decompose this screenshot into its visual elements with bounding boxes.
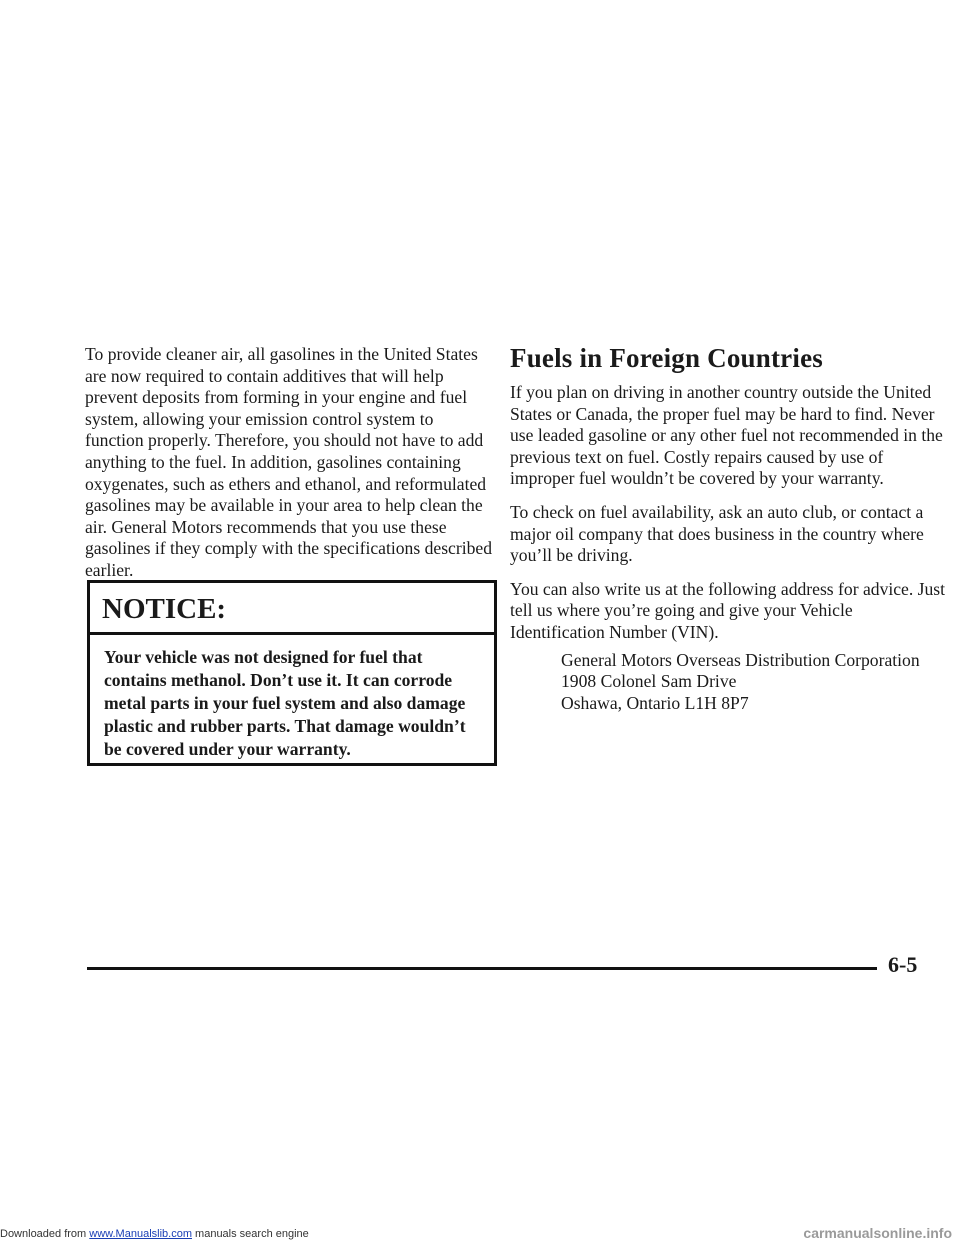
address-line-city: Oshawa, Ontario L1H 8P7 xyxy=(561,692,749,713)
gasoline-additives-paragraph: To provide cleaner air, all gasolines in the United States are now required to contain additives that will help prevent deposits from forming in your engine and fuel system, allowing your emission control system to function properly. Therefore, you should not have to add anything to the fuel. In addition, gasolines containing oxygenates, such as ethers and ethanol, and reformulated gasolines may be available in your area to help clean the air. General Motors recommends that you use these gasolines if they comply with the specifications described earlier. xyxy=(85,344,492,580)
notice-header xyxy=(90,583,494,635)
right-column xyxy=(510,340,950,714)
notice-body: Your vehicle was not designed for fuel that contains methanol. Don’t use it. It can corrode metal parts in your fuel system and also damage plastic and rubber parts. That damage wouldn’t be covered under your warranty. xyxy=(104,647,466,759)
footer-rule xyxy=(87,967,877,970)
page-number: 6-5 xyxy=(888,952,918,977)
foreign-fuel-paragraph: If you plan on driving in another country outside the United States or Canada, the proper fuel may be hard to find. Never use leaded gasoline or any other fuel not recommended in the previous text on fuel. Costly repairs caused by use of improper fuel wouldn’t be covered by your warranty. xyxy=(510,382,943,489)
left-column xyxy=(85,344,495,594)
fuel-availability-paragraph: To check on fuel availability, ask an auto club, or contact a major oil company that does business in the country where you’ll be driving. xyxy=(510,501,924,566)
address-line-street: 1908 Colonel Sam Drive xyxy=(561,671,737,692)
address-line-company: General Motors Overseas Distribution Corporation xyxy=(561,649,920,670)
mailing-address xyxy=(561,650,950,715)
notice-title: NOTICE: xyxy=(102,593,227,625)
manualslib-link[interactable]: www.Manualslib.com xyxy=(89,1228,192,1240)
download-banner xyxy=(0,1226,309,1242)
write-us-paragraph: You can also write us at the following address for advice. Just tell us where you’re going and give your Vehicle Identification Number (VIN). xyxy=(510,578,946,642)
notice-box xyxy=(87,580,497,766)
watermark: carmanualsonline.info xyxy=(803,1225,952,1241)
download-banner-suffix: manuals search engine xyxy=(191,1228,309,1240)
section-heading: Fuels in Foreign Countries xyxy=(510,343,823,373)
download-banner-prefix: Downloaded from xyxy=(0,1228,90,1240)
